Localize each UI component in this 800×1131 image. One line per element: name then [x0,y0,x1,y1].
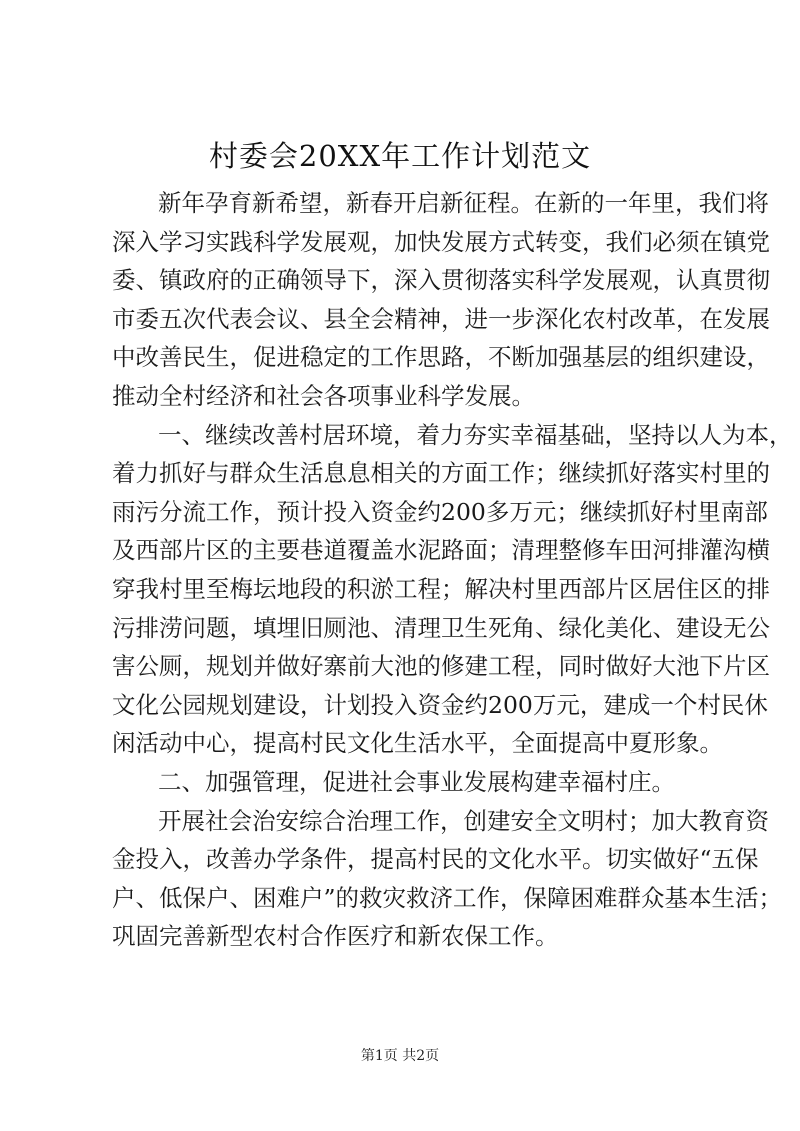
text-line: 文化公园规划建设，计划投入资金约200万元，建成一个村民休 [112,690,768,719]
text-line: 着力抓好与群众生活息息相关的方面工作；继续抓好落实村里的 [112,459,770,488]
paragraph-section-two-body [112,802,783,956]
text-line: 巩固完善新型农村合作医疗和新农保工作。 [112,922,559,951]
text-line: 害公厕，规划并做好寨前大池的修建工程，同时做好大池下片区 [112,652,770,681]
text-line: 深入学习实践科学发展观，加快发展方式转变，我们必须在镇党 [112,227,770,256]
text-line: 二、加强管理，促进社会事业发展构建幸福村庄。 [158,767,675,796]
text-line: 穿我村里至梅坛地段的积淤工程；解决村里西部片区居住区的排 [112,574,770,603]
text-line: 开展社会治安综合治理工作，创建安全文明村；加大教育资 [158,806,769,835]
document-body [112,184,793,956]
text-line: 一、继续改善村居环境，着力夯实幸福基础，坚持以人为本， [158,420,793,449]
paragraph-intro [112,184,770,416]
text-line: 委、镇政府的正确领导下，深入贯彻落实科学发展观，认真贯彻 [112,266,770,295]
text-line: 雨污分流工作，预计投入资金约200多万元；继续抓好村里南部 [112,497,768,526]
document-title: 村委会20XX年工作计划范文 [208,139,592,173]
text-line: 推动全村经济和社会各项事业科学发展。 [112,381,535,410]
text-line: 闲活动中心，提高村民文化生活水平，全面提高中夏形象。 [112,729,723,758]
text-line: 新年孕育新希望，新春开启新征程。在新的一年里，我们将 [158,189,769,217]
text-line: 及西部片区的主要巷道覆盖水泥路面；清理整修车田河排灌沟横 [112,536,770,565]
paragraph-section-two-heading [112,763,712,802]
text-line: 户、低保户、困难户”的救灾救济工作，保障困难群众基本生活； [112,883,783,912]
text-line: 市委五次代表会议、县全会精神，进一步深化农村改革，在发展 [112,304,770,333]
text-line: 金投入，改善办学条件，提高村民的文化水平。切实做好“五保 [112,845,759,874]
paragraph-section-one [112,416,793,763]
text-line: 污排涝问题，填埋旧厕池、清理卫生死角、绿化美化、建设无公 [112,613,770,642]
page-footer: 第1页 共2页 [360,1048,440,1064]
text-line: 中改善民生，促进稳定的工作思路，不断加强基层的组织建设， [112,343,770,372]
